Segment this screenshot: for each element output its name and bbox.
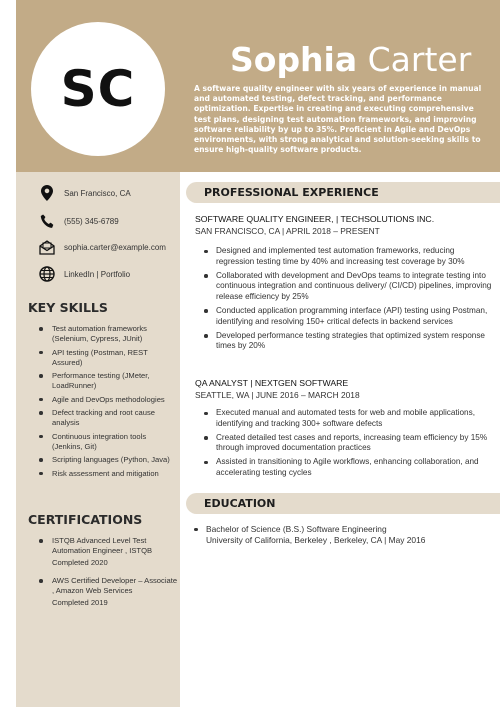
monogram-badge xyxy=(31,22,165,156)
job-bullet: Created detailed test cases and reports, increasing team efficiency by 15% through improved documentation practices xyxy=(204,433,494,454)
job-meta: SEATTLE, WA | JUNE 2016 – MARCH 2018 xyxy=(195,390,360,400)
phone-icon xyxy=(38,212,56,230)
certification-item xyxy=(38,536,178,568)
last-name: Carter xyxy=(367,40,472,79)
skill-item: Defect tracking and root cause analysis xyxy=(38,408,178,428)
education-school: University of California, Berkeley , Berkeley, CA | May 2016 xyxy=(206,534,426,545)
phone-text: (555) 345-6789 xyxy=(64,216,119,226)
contact-phone xyxy=(38,212,178,230)
skill-item: Scripting languages (Python, Java) xyxy=(38,455,178,465)
experience-heading: PROFESSIONAL EXPERIENCE xyxy=(204,186,379,199)
job-bullets xyxy=(204,408,494,482)
contact-links xyxy=(38,265,178,283)
globe-icon xyxy=(38,265,56,283)
map-pin-icon xyxy=(38,184,56,202)
skill-item: API testing (Postman, REST Assured) xyxy=(38,348,178,368)
skill-item: Agile and DevOps methodologies xyxy=(38,395,178,405)
job-bullet: Conducted application programming interface (API) testing using Postman, identifying and resolving 150+ critical defects in backend services xyxy=(204,306,494,327)
education-heading: EDUCATION xyxy=(204,497,276,510)
location-text: San Francisco, CA xyxy=(64,188,131,198)
education-entry xyxy=(194,524,494,545)
job-bullet: Executed manual and automated tests for web and mobile applications, identifying and tracking 300+ software defects xyxy=(204,408,494,429)
candidate-name xyxy=(230,40,471,79)
mail-icon xyxy=(38,238,56,256)
education-item xyxy=(194,524,494,545)
job-bullets xyxy=(204,246,494,355)
certifications-heading: CERTIFICATIONS xyxy=(28,512,143,527)
job-bullet: Collaborated with development and DevOps teams to integrate testing into continuous integration and continuous delivery/ (CI/CD) pipelines, improving release efficiency by 25% xyxy=(204,271,494,303)
skill-item: Continuous integration tools (Jenkins, Git) xyxy=(38,432,178,452)
education-section-bar xyxy=(186,493,500,514)
job-bullet: Designed and implemented test automation frameworks, reducing regression testing time by 40% and increasing test coverage by 30% xyxy=(204,246,494,267)
links-text[interactable]: LinkedIn | Portfolio xyxy=(64,269,131,279)
skill-item: Test automation frameworks (Selenium, Cypress, JUnit) xyxy=(38,324,178,344)
job-meta: SAN FRANCISCO, CA | APRIL 2018 – PRESENT xyxy=(195,226,380,236)
certification-name: ISTQB Advanced Level Test Automation Engineer , ISTQB xyxy=(52,536,153,555)
education-degree: Bachelor of Science (B.S.) Software Engineering xyxy=(206,524,387,534)
experience-section-bar xyxy=(186,182,500,203)
summary-text: A software quality engineer with six years of experience in manual and automated testing, defect tracking, and performance optimization. Expertise in creating and executing comprehensive test plans, designing test automation frameworks, and improving software reliability by up to 35%. Proficient in Agile and DevOps environments, with strong analytical and solution-seeking skills to ensure high-quality software products. xyxy=(194,84,482,155)
key-skills-list xyxy=(38,324,178,482)
certification-date: Completed 2020 xyxy=(52,558,108,567)
bullet-dot xyxy=(194,528,198,532)
job-title: QA ANALYST | NEXTGEN SOFTWARE xyxy=(195,378,349,388)
contact-location xyxy=(38,184,178,202)
job-title: SOFTWARE QUALITY ENGINEER, | TECHSOLUTIONS INC. xyxy=(195,214,435,224)
monogram-text: SC xyxy=(60,60,136,118)
certifications-list xyxy=(38,536,178,612)
job-bullet: Assisted in transitioning to Agile workflows, enhancing collaboration, and accelerating testing cycles xyxy=(204,457,494,478)
email-text[interactable]: sophia.carter@example.com xyxy=(64,242,166,252)
first-name: Sophia xyxy=(230,40,358,79)
job-bullet: Developed performance testing strategies that optimized system response times by 20% xyxy=(204,331,494,352)
certification-name: AWS Certified Developer – Associate , Amazon Web Services xyxy=(52,576,178,595)
key-skills-heading: KEY SKILLS xyxy=(28,300,108,315)
contact-email xyxy=(38,238,178,256)
certification-date: Completed 2019 xyxy=(52,598,108,607)
certification-item xyxy=(38,576,178,608)
skill-item: Risk assessment and mitigation xyxy=(38,469,178,479)
skill-item: Performance testing (JMeter, LoadRunner) xyxy=(38,371,178,391)
